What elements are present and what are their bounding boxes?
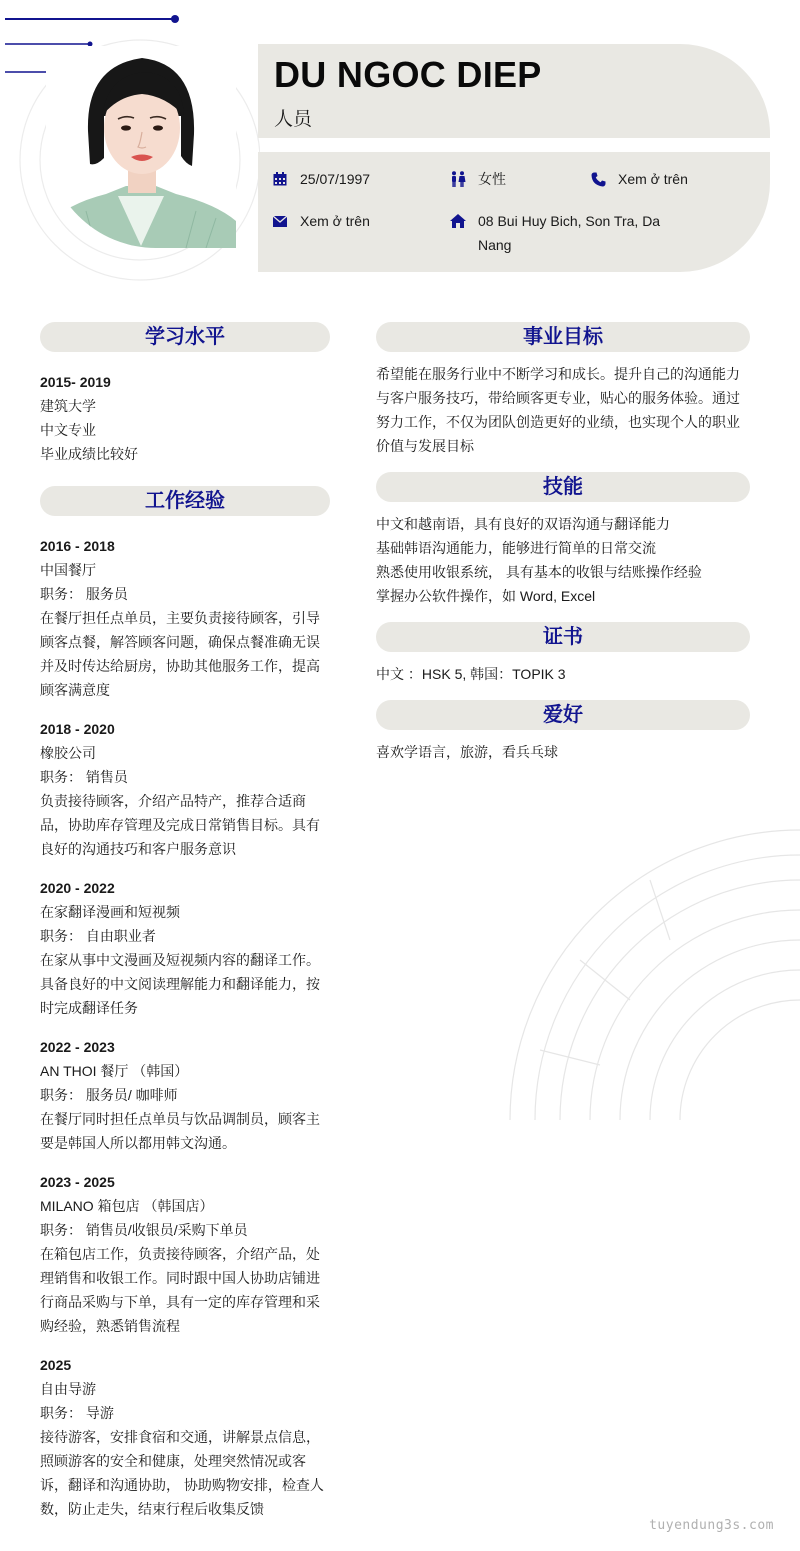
- experience-desc: 顾客点餐，解答顾客问题，确保点餐准确无误: [40, 634, 320, 650]
- experience-desc: 照顾游客的安全和健康，处理突然情况或客: [40, 1453, 306, 1469]
- home-icon: [450, 209, 466, 233]
- experience-period: 2020 - 2022: [40, 880, 115, 896]
- left-column: [40, 322, 330, 1536]
- experience-company: 自由导游: [40, 1381, 96, 1397]
- experience-desc: 理销售和收银工作。同时跟中国人协助店铺进: [40, 1270, 320, 1286]
- objective-title: 事业目标: [376, 322, 750, 352]
- objective-line: 希望能在服务行业中不断学习和成长。提升自己的沟通能力: [376, 366, 740, 382]
- watermark: tuyendung3s.com: [649, 1518, 774, 1533]
- experience-section: [40, 486, 330, 1521]
- info-address: [450, 209, 680, 257]
- experience-entry: [40, 1035, 330, 1155]
- info-dob: [272, 167, 370, 191]
- full-name: DU NGOC DIEP: [274, 54, 542, 95]
- education-line: 毕业成绩比较好: [40, 446, 138, 462]
- experience-position: 职务： 销售员: [40, 769, 128, 785]
- experience-position: 职务： 销售员/收银员/采购下单员: [40, 1222, 248, 1238]
- experience-desc: 品，协助库存管理及完成日常销售目标。具有: [40, 817, 320, 833]
- phone-value: Xem ở trên: [618, 171, 688, 187]
- experience-desc: 购经验，熟悉销售流程: [40, 1318, 180, 1334]
- education-section: [40, 322, 330, 466]
- decorative-arcs-bottom: [500, 820, 800, 1120]
- experience-company: 橡胶公司: [40, 745, 96, 761]
- experience-position: 职务： 服务员/ 咖啡师: [40, 1087, 178, 1103]
- experience-company: 在家翻译漫画和短视频: [40, 904, 180, 920]
- skills-title: 技能: [376, 472, 750, 502]
- experience-period: 2016 - 2018: [40, 538, 115, 554]
- experience-desc: 诉，翻译和沟通协助， 协助购物安排，检查人: [40, 1477, 324, 1493]
- right-column: [376, 322, 750, 764]
- experience-desc: 数，防止走失，结束行程后收集反馈: [40, 1501, 264, 1517]
- skills-section: [376, 472, 750, 608]
- experience-desc: 要是韩国人所以都用韩文沟通。: [40, 1135, 236, 1151]
- certificates-title: 证书: [376, 622, 750, 652]
- objective-line: 努力工作，不仅为团队创造更好的业绩，也实现个人的职业: [376, 414, 740, 430]
- skill-line: 中文和越南语，具有良好的双语沟通与翻译能力: [376, 516, 670, 532]
- experience-desc: 良好的沟通技巧和客户服务意识: [40, 841, 236, 857]
- email-icon: [272, 209, 288, 233]
- info-phone: [590, 167, 688, 191]
- hobby-line: 喜欢学语言，旅游，看兵乓球: [376, 744, 558, 760]
- experience-desc: 接待游客，安排食宿和交通，讲解景点信息，: [40, 1429, 320, 1445]
- experience-position: 职务： 自由职业者: [40, 928, 156, 944]
- contact-info: [258, 152, 770, 272]
- experience-desc: 负责接待顾客，介绍产品特产，推荐合适商: [40, 793, 306, 809]
- experience-desc: 时完成翻译任务: [40, 1000, 138, 1016]
- experience-company: AN THOI 餐厅 （韩国）: [40, 1063, 189, 1079]
- skill-line: 熟悉使用收银系统， 具有基本的收银与结账操作经验: [376, 564, 702, 580]
- name-header: [258, 44, 770, 138]
- certificate-line: 中文 ：HSK 5, 韩国：TOPIK 3: [376, 666, 566, 682]
- skill-line: 掌握办公软件操作，如 Word, Excel: [376, 588, 596, 604]
- experience-entry: [40, 1170, 330, 1338]
- hobbies-section: [376, 700, 750, 764]
- experience-position: 职务： 服务员: [40, 586, 128, 602]
- hobbies-title: 爱好: [376, 700, 750, 730]
- experience-desc: 行商品采购与下单，具有一定的库存管理和采: [40, 1294, 320, 1310]
- objective-line: 与客户服务技巧，带给顾客更专业，贴心的服务体验。通过: [376, 390, 740, 406]
- experience-period: 2025: [40, 1357, 72, 1373]
- experience-entry: [40, 1353, 330, 1521]
- phone-icon: [590, 167, 606, 191]
- experience-desc: 在餐厅担任点单员，主要负责接待顾客，引导: [40, 610, 320, 626]
- experience-desc: 在餐厅同时担任点单员与饮品调制员，顾客主: [40, 1111, 320, 1127]
- experience-position: 职务： 导游: [40, 1405, 114, 1421]
- experience-desc: 具备良好的中文阅读理解能力和翻译能力，按: [40, 976, 320, 992]
- experience-entry: [40, 876, 330, 1020]
- experience-period: 2018 - 2020: [40, 721, 115, 737]
- experience-desc: 在箱包店工作，负责接待顾客，介绍产品，处: [40, 1246, 320, 1262]
- experience-entry: [40, 534, 330, 702]
- profile-photo: [46, 46, 236, 248]
- experience-company: MILANO 箱包店 （韩国店）: [40, 1198, 214, 1214]
- dob-value: 25/07/1997: [300, 171, 371, 187]
- experience-desc: 顾客满意度: [40, 682, 110, 698]
- education-line: 建筑大学: [40, 398, 96, 414]
- info-email: [272, 209, 370, 233]
- address-value: 08 Bui Huy Bich, Son Tra, Da Nang: [478, 213, 661, 253]
- gender-value: 女性: [478, 171, 506, 187]
- experience-company: 中国餐厅: [40, 562, 96, 578]
- experience-entry: [40, 717, 330, 861]
- education-line: 中文专业: [40, 422, 96, 438]
- job-role: 人员: [274, 109, 313, 130]
- education-period: 2015- 2019: [40, 374, 111, 390]
- experience-period: 2023 - 2025: [40, 1174, 115, 1190]
- objective-section: [376, 322, 750, 458]
- info-gender: [450, 167, 506, 191]
- gender-icon: [450, 167, 466, 191]
- email-value: Xem ở trên: [300, 213, 370, 229]
- certificates-section: [376, 622, 750, 686]
- education-title: 学习水平: [40, 322, 330, 352]
- objective-line: 价值与发展目标: [376, 438, 474, 454]
- calendar-icon: [272, 167, 288, 191]
- experience-desc: 并及时传达给厨房，协助其他服务工作，提高: [40, 658, 320, 674]
- experience-period: 2022 - 2023: [40, 1039, 115, 1055]
- experience-desc: 在家从事中文漫画及短视频内容的翻译工作。: [40, 952, 320, 968]
- skill-line: 基础韩语沟通能力，能够进行简单的日常交流: [376, 540, 656, 556]
- experience-title: 工作经验: [40, 486, 330, 516]
